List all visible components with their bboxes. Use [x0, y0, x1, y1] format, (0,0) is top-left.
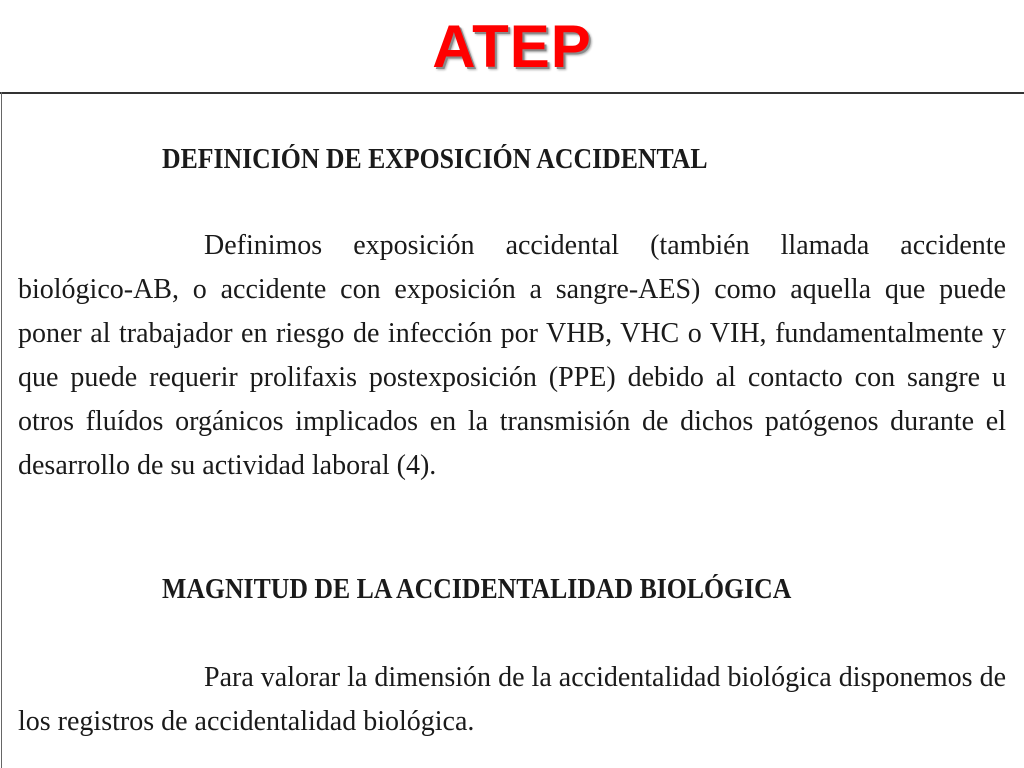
section-paragraph-magnitud: Para valorar la dimensión de la accidentalidad biológica disponemos de los registros de accidentalidad biológica.: [18, 662, 1006, 737]
section-heading-definicion: DEFINICIÓN DE EXPOSICIÓN ACCIDENTAL: [162, 144, 708, 175]
slide-title: ATEP: [432, 13, 592, 80]
section-heading-magnitud: MAGNITUD DE LA ACCIDENTALIDAD BIOLÓGICA: [162, 574, 792, 605]
document-left-border: [1, 92, 2, 768]
section-paragraph-definicion: Definimos exposición accidental (también llamada accidente biológico-AB, o accidente con exposición a sangre-AES) como aquella que puede poner al trabajador en riesgo de infección por VHB, VHC o VIH, fundamentalmente y que puede requerir prolifaxis postexposición (PPE) debido al contacto con sangre u otros fluídos orgánicos implicados en la transmisión de dichos patógenos durante el desarrollo de su actividad laboral (4).: [18, 230, 1006, 481]
title-divider: [0, 92, 1024, 94]
